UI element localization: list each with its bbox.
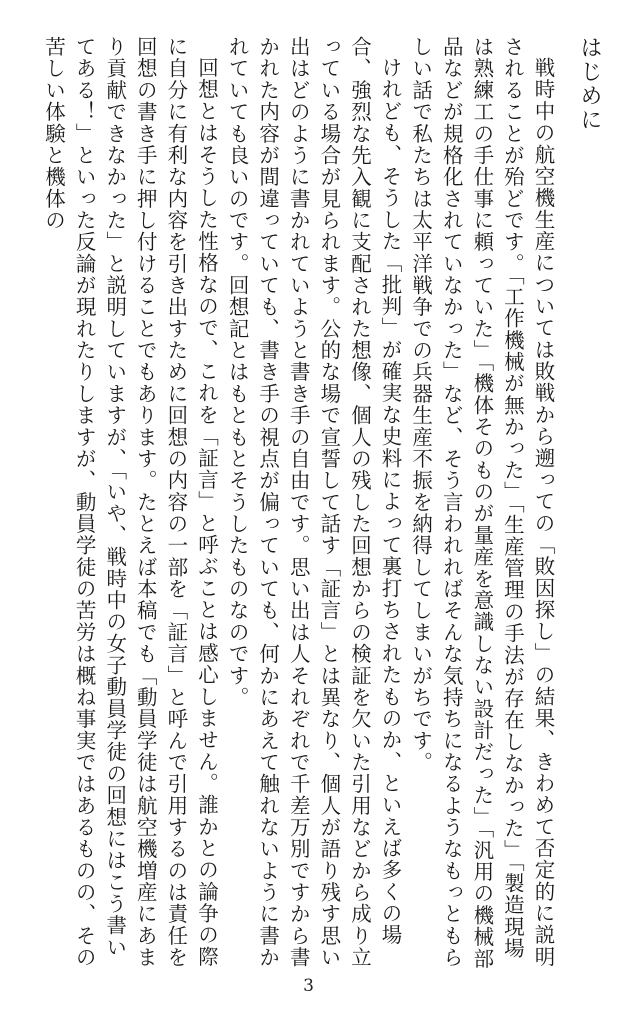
paragraph: 戦時中の航空機生産については敗戦から遡っての「敗因探し」の結果、きわめて否定的に説明されることが殆どです。「工作機械が無かった」「生産管理の手法が存在しなかった」「製造現場は熟練工の手仕事に頼っていた」「機体そのものが量産を意識しない設計だった」「汎用の機械部品などが規格化されていなかった」など、そう言われればそんな気持ちになるようなもっともらしい話で私たちは太平洋戦争での兵器生産不振を納得してしまいがちです。 [408, 36, 555, 970]
paragraph: 回想とはそうした性格なので、これを「証言」と呼ぶことは感心しません。誰かとの論争の際に自分に有利な内容を引き出すために回想の内容の一部を「証言」と呼んで引用するのは責任を回想の書き手に押し付けることでもあります。たとえば本稿でも「動員学徒は航空機増産にあまり貢献できなかった」と説明していますが、「いや、戦時中の女子動員学徒の回想にはこう書いてある！」といった反論が現れたりしますが、動員学徒の苦労は概ね事実ではあるものの、その苦しい体験と機体の [41, 36, 219, 969]
vertical-text-body [6, 36, 606, 976]
chapter-title: はじめに [577, 36, 602, 132]
page-number: 3 [303, 976, 314, 996]
paragraph: けれども、そうした「批判」が確実な史料によって裏打ちされたものか、といえば多くの場合、強烈な先入観に支配された想像、個人の残した回想からの検証を欠いた引用などから成り立っている場合が見られます。公的な場で宣誓して話す「証言」とは異なり、個人が語り残す思い出はどのように書かれていようと書き手の自由です。思い出は人それぞれで千差万別ですから書かれた内容が間違っていても、書き手の視点が偏っていても、何かにあえて触れないように書かれていても良いのです。回想記とはもともとそうしたものなのです。 [225, 36, 403, 969]
